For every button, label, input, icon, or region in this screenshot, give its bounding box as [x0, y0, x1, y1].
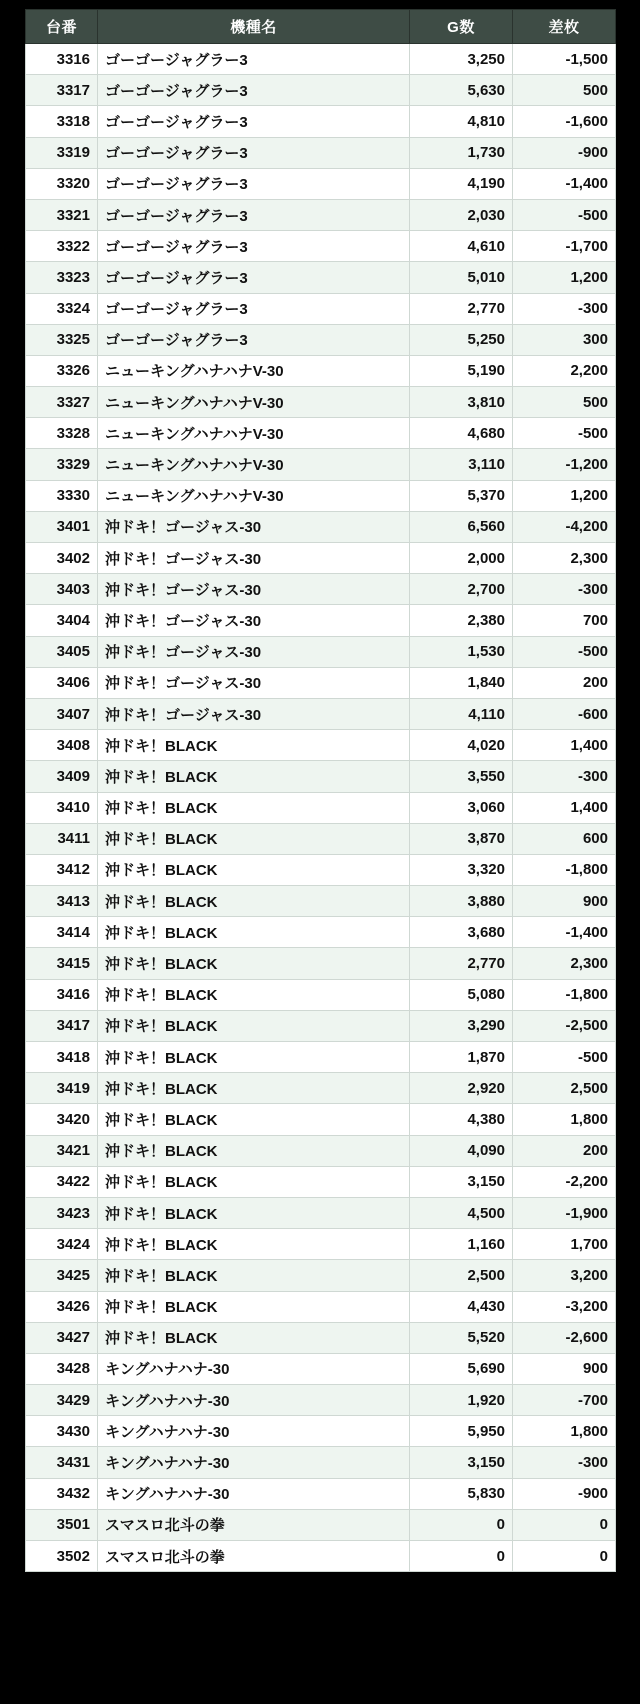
cell-machine-number: 3416 — [26, 979, 98, 1010]
cell-machine-number: 3405 — [26, 636, 98, 667]
cell-machine-number: 3320 — [26, 168, 98, 199]
cell-machine-number: 3407 — [26, 698, 98, 729]
cell-machine-number: 3502 — [26, 1541, 98, 1572]
table-row — [26, 418, 616, 449]
cell-machine-name: ゴーゴージャグラー3 — [98, 324, 410, 355]
cell-games: 4,430 — [410, 1291, 513, 1322]
cell-difference: -1,400 — [513, 917, 616, 948]
cell-games: 1,840 — [410, 667, 513, 698]
cell-games: 2,700 — [410, 574, 513, 605]
table-row — [26, 605, 616, 636]
cell-machine-number: 3430 — [26, 1416, 98, 1447]
machine-results-table — [25, 9, 616, 1572]
column-header-machine-number: 台番 — [26, 10, 98, 44]
table-row — [26, 730, 616, 761]
cell-machine-number: 3402 — [26, 543, 98, 574]
table-row — [26, 44, 616, 75]
cell-difference: 200 — [513, 667, 616, 698]
cell-difference: 2,200 — [513, 355, 616, 386]
cell-difference: -3,200 — [513, 1291, 616, 1322]
cell-machine-name: ニューキングハナハナV-30 — [98, 449, 410, 480]
table-row — [26, 137, 616, 168]
cell-machine-number: 3319 — [26, 137, 98, 168]
table-row — [26, 231, 616, 262]
cell-machine-name: 沖ドキ！BLACK — [98, 948, 410, 979]
cell-machine-number: 3329 — [26, 449, 98, 480]
cell-games: 5,190 — [410, 355, 513, 386]
cell-difference: -1,700 — [513, 231, 616, 262]
table-row — [26, 511, 616, 542]
cell-machine-number: 3418 — [26, 1042, 98, 1073]
cell-machine-number: 3410 — [26, 792, 98, 823]
cell-difference: -1,400 — [513, 168, 616, 199]
cell-games: 5,520 — [410, 1322, 513, 1353]
cell-difference: 500 — [513, 75, 616, 106]
table-row — [26, 262, 616, 293]
table-row — [26, 75, 616, 106]
cell-machine-name: 沖ドキ！ゴージャス-30 — [98, 574, 410, 605]
cell-games: 4,610 — [410, 231, 513, 262]
cell-games: 1,530 — [410, 636, 513, 667]
cell-difference: 1,800 — [513, 1416, 616, 1447]
table-header — [26, 10, 616, 44]
table-row — [26, 1010, 616, 1041]
cell-machine-name: ゴーゴージャグラー3 — [98, 262, 410, 293]
cell-machine-number: 3423 — [26, 1197, 98, 1228]
cell-games: 1,160 — [410, 1229, 513, 1260]
cell-machine-name: 沖ドキ！BLACK — [98, 979, 410, 1010]
cell-machine-number: 3431 — [26, 1447, 98, 1478]
table-row — [26, 948, 616, 979]
cell-games: 3,880 — [410, 886, 513, 917]
cell-machine-name: ゴーゴージャグラー3 — [98, 75, 410, 106]
cell-difference: -700 — [513, 1385, 616, 1416]
cell-machine-name: ニューキングハナハナV-30 — [98, 418, 410, 449]
table-row — [26, 1541, 616, 1572]
cell-machine-number: 3406 — [26, 667, 98, 698]
cell-difference: 2,300 — [513, 948, 616, 979]
cell-machine-name: 沖ドキ！BLACK — [98, 1166, 410, 1197]
cell-difference: -300 — [513, 574, 616, 605]
cell-games: 3,810 — [410, 387, 513, 418]
cell-games: 2,770 — [410, 948, 513, 979]
cell-games: 5,690 — [410, 1353, 513, 1384]
cell-difference: -500 — [513, 199, 616, 230]
table-row — [26, 1478, 616, 1509]
table-row — [26, 1260, 616, 1291]
cell-games: 3,320 — [410, 854, 513, 885]
cell-difference: 1,200 — [513, 480, 616, 511]
column-header-games: G数 — [410, 10, 513, 44]
cell-machine-number: 3421 — [26, 1135, 98, 1166]
cell-machine-name: ニューキングハナハナV-30 — [98, 480, 410, 511]
cell-machine-name: 沖ドキ！ゴージャス-30 — [98, 543, 410, 574]
cell-machine-name: 沖ドキ！BLACK — [98, 1197, 410, 1228]
cell-machine-name: 沖ドキ！BLACK — [98, 761, 410, 792]
cell-machine-name: 沖ドキ！BLACK — [98, 1322, 410, 1353]
cell-difference: 900 — [513, 886, 616, 917]
cell-difference: -1,200 — [513, 449, 616, 480]
cell-machine-name: ゴーゴージャグラー3 — [98, 199, 410, 230]
cell-machine-name: 沖ドキ！BLACK — [98, 1104, 410, 1135]
cell-games: 1,920 — [410, 1385, 513, 1416]
cell-games: 4,810 — [410, 106, 513, 137]
cell-machine-number: 3411 — [26, 823, 98, 854]
cell-games: 3,150 — [410, 1166, 513, 1197]
table-row — [26, 1291, 616, 1322]
cell-difference: 1,400 — [513, 792, 616, 823]
cell-difference: 3,200 — [513, 1260, 616, 1291]
cell-difference: 700 — [513, 605, 616, 636]
cell-difference: -1,500 — [513, 44, 616, 75]
cell-machine-name: 沖ドキ！ゴージャス-30 — [98, 605, 410, 636]
cell-difference: 900 — [513, 1353, 616, 1384]
table-row — [26, 293, 616, 324]
table-row — [26, 667, 616, 698]
cell-machine-name: 沖ドキ！BLACK — [98, 1135, 410, 1166]
cell-machine-name: ニューキングハナハナV-30 — [98, 387, 410, 418]
cell-machine-number: 3417 — [26, 1010, 98, 1041]
cell-games: 5,830 — [410, 1478, 513, 1509]
table-row — [26, 854, 616, 885]
cell-machine-number: 3322 — [26, 231, 98, 262]
cell-machine-name: ゴーゴージャグラー3 — [98, 168, 410, 199]
table-row — [26, 761, 616, 792]
cell-difference: 0 — [513, 1541, 616, 1572]
table-row — [26, 387, 616, 418]
cell-machine-name: キングハナハナ-30 — [98, 1353, 410, 1384]
table-row — [26, 1385, 616, 1416]
cell-difference: -600 — [513, 698, 616, 729]
cell-machine-name: 沖ドキ！BLACK — [98, 1260, 410, 1291]
cell-machine-number: 3408 — [26, 730, 98, 761]
cell-machine-number: 3501 — [26, 1509, 98, 1540]
cell-machine-number: 3419 — [26, 1073, 98, 1104]
cell-machine-name: ゴーゴージャグラー3 — [98, 106, 410, 137]
table-row — [26, 636, 616, 667]
cell-machine-name: 沖ドキ！BLACK — [98, 1229, 410, 1260]
cell-difference: -900 — [513, 137, 616, 168]
cell-difference: 2,500 — [513, 1073, 616, 1104]
cell-machine-number: 3404 — [26, 605, 98, 636]
table-row — [26, 449, 616, 480]
cell-difference: -1,600 — [513, 106, 616, 137]
table-row — [26, 106, 616, 137]
cell-games: 3,290 — [410, 1010, 513, 1041]
cell-machine-number: 3426 — [26, 1291, 98, 1322]
cell-machine-name: 沖ドキ！BLACK — [98, 886, 410, 917]
cell-games: 4,680 — [410, 418, 513, 449]
cell-machine-name: 沖ドキ！BLACK — [98, 917, 410, 948]
cell-games: 4,110 — [410, 698, 513, 729]
cell-machine-name: 沖ドキ！BLACK — [98, 1073, 410, 1104]
cell-machine-number: 3415 — [26, 948, 98, 979]
cell-difference: -500 — [513, 636, 616, 667]
cell-difference: -1,800 — [513, 854, 616, 885]
cell-machine-name: 沖ドキ！ゴージャス-30 — [98, 667, 410, 698]
cell-games: 3,870 — [410, 823, 513, 854]
cell-games: 6,560 — [410, 511, 513, 542]
cell-machine-number: 3325 — [26, 324, 98, 355]
cell-machine-number: 3401 — [26, 511, 98, 542]
cell-machine-name: スマスロ北斗の拳 — [98, 1541, 410, 1572]
cell-difference: 500 — [513, 387, 616, 418]
table-body — [26, 44, 616, 1572]
cell-games: 0 — [410, 1541, 513, 1572]
cell-machine-number: 3328 — [26, 418, 98, 449]
table-row — [26, 886, 616, 917]
table-row — [26, 698, 616, 729]
cell-games: 2,500 — [410, 1260, 513, 1291]
cell-difference: 1,200 — [513, 262, 616, 293]
table-row — [26, 480, 616, 511]
cell-games: 5,010 — [410, 262, 513, 293]
cell-machine-number: 3409 — [26, 761, 98, 792]
column-header-machine-name: 機種名 — [98, 10, 410, 44]
table-row — [26, 1416, 616, 1447]
cell-games: 1,870 — [410, 1042, 513, 1073]
column-header-difference: 差枚 — [513, 10, 616, 44]
cell-games: 3,150 — [410, 1447, 513, 1478]
cell-difference: 300 — [513, 324, 616, 355]
cell-difference: -2,600 — [513, 1322, 616, 1353]
cell-machine-name: 沖ドキ！ゴージャス-30 — [98, 636, 410, 667]
table-row — [26, 1135, 616, 1166]
table-row — [26, 1073, 616, 1104]
cell-games: 2,770 — [410, 293, 513, 324]
cell-machine-name: キングハナハナ-30 — [98, 1478, 410, 1509]
table-row — [26, 917, 616, 948]
table-row — [26, 1166, 616, 1197]
cell-machine-number: 3425 — [26, 1260, 98, 1291]
cell-machine-name: 沖ドキ！BLACK — [98, 823, 410, 854]
cell-games: 3,060 — [410, 792, 513, 823]
cell-difference: 1,400 — [513, 730, 616, 761]
cell-machine-number: 3422 — [26, 1166, 98, 1197]
table-row — [26, 355, 616, 386]
cell-difference: 200 — [513, 1135, 616, 1166]
cell-machine-name: 沖ドキ！BLACK — [98, 1042, 410, 1073]
cell-machine-name: 沖ドキ！BLACK — [98, 792, 410, 823]
cell-games: 5,950 — [410, 1416, 513, 1447]
cell-machine-name: 沖ドキ！BLACK — [98, 1010, 410, 1041]
table-row — [26, 979, 616, 1010]
cell-machine-number: 3432 — [26, 1478, 98, 1509]
cell-difference: -900 — [513, 1478, 616, 1509]
table-row — [26, 168, 616, 199]
cell-machine-name: 沖ドキ！BLACK — [98, 730, 410, 761]
cell-games: 5,250 — [410, 324, 513, 355]
cell-machine-number: 3424 — [26, 1229, 98, 1260]
table-row — [26, 823, 616, 854]
cell-machine-number: 3403 — [26, 574, 98, 605]
cell-games: 2,920 — [410, 1073, 513, 1104]
cell-difference: 1,800 — [513, 1104, 616, 1135]
cell-machine-name: 沖ドキ！ゴージャス-30 — [98, 511, 410, 542]
table-row — [26, 574, 616, 605]
cell-games: 4,020 — [410, 730, 513, 761]
cell-machine-name: スマスロ北斗の拳 — [98, 1509, 410, 1540]
cell-machine-number: 3428 — [26, 1353, 98, 1384]
cell-machine-name: 沖ドキ！BLACK — [98, 1291, 410, 1322]
cell-machine-name: キングハナハナ-30 — [98, 1447, 410, 1478]
cell-machine-number: 3413 — [26, 886, 98, 917]
cell-difference: -300 — [513, 761, 616, 792]
cell-difference: 600 — [513, 823, 616, 854]
cell-games: 2,000 — [410, 543, 513, 574]
cell-games: 0 — [410, 1509, 513, 1540]
cell-machine-name: ゴーゴージャグラー3 — [98, 293, 410, 324]
cell-games: 4,380 — [410, 1104, 513, 1135]
cell-machine-number: 3323 — [26, 262, 98, 293]
cell-machine-name: ゴーゴージャグラー3 — [98, 231, 410, 262]
table-row — [26, 543, 616, 574]
cell-machine-number: 3326 — [26, 355, 98, 386]
cell-machine-number: 3327 — [26, 387, 98, 418]
cell-machine-number: 3324 — [26, 293, 98, 324]
cell-machine-number: 3317 — [26, 75, 98, 106]
cell-machine-name: キングハナハナ-30 — [98, 1385, 410, 1416]
cell-machine-number: 3316 — [26, 44, 98, 75]
cell-difference: 0 — [513, 1509, 616, 1540]
cell-difference: 2,300 — [513, 543, 616, 574]
cell-games: 5,630 — [410, 75, 513, 106]
cell-games: 4,090 — [410, 1135, 513, 1166]
cell-difference: -500 — [513, 418, 616, 449]
cell-games: 4,190 — [410, 168, 513, 199]
cell-difference: -300 — [513, 1447, 616, 1478]
cell-games: 3,550 — [410, 761, 513, 792]
cell-machine-name: 沖ドキ！ゴージャス-30 — [98, 698, 410, 729]
cell-games: 2,380 — [410, 605, 513, 636]
cell-games: 3,110 — [410, 449, 513, 480]
table-row — [26, 1447, 616, 1478]
table-row — [26, 1197, 616, 1228]
cell-difference: -1,900 — [513, 1197, 616, 1228]
table-row — [26, 199, 616, 230]
cell-machine-number: 3318 — [26, 106, 98, 137]
table-header-row — [26, 10, 616, 44]
cell-machine-number: 3412 — [26, 854, 98, 885]
table-row — [26, 1509, 616, 1540]
cell-machine-number: 3330 — [26, 480, 98, 511]
table-row — [26, 792, 616, 823]
cell-difference: -4,200 — [513, 511, 616, 542]
cell-machine-name: キングハナハナ-30 — [98, 1416, 410, 1447]
cell-machine-number: 3429 — [26, 1385, 98, 1416]
cell-machine-name: ゴーゴージャグラー3 — [98, 44, 410, 75]
cell-difference: -2,500 — [513, 1010, 616, 1041]
cell-games: 2,030 — [410, 199, 513, 230]
cell-machine-name: ニューキングハナハナV-30 — [98, 355, 410, 386]
table-row — [26, 1104, 616, 1135]
cell-difference: -500 — [513, 1042, 616, 1073]
cell-machine-name: 沖ドキ！BLACK — [98, 854, 410, 885]
table-row — [26, 1322, 616, 1353]
cell-games: 5,370 — [410, 480, 513, 511]
table-row — [26, 1229, 616, 1260]
cell-machine-number: 3420 — [26, 1104, 98, 1135]
table-row — [26, 1353, 616, 1384]
cell-difference: -1,800 — [513, 979, 616, 1010]
cell-difference: 1,700 — [513, 1229, 616, 1260]
table-row — [26, 324, 616, 355]
cell-games: 5,080 — [410, 979, 513, 1010]
table-row — [26, 1042, 616, 1073]
cell-difference: -2,200 — [513, 1166, 616, 1197]
cell-machine-number: 3427 — [26, 1322, 98, 1353]
cell-machine-name: ゴーゴージャグラー3 — [98, 137, 410, 168]
cell-games: 3,250 — [410, 44, 513, 75]
cell-games: 4,500 — [410, 1197, 513, 1228]
cell-machine-number: 3414 — [26, 917, 98, 948]
cell-games: 3,680 — [410, 917, 513, 948]
cell-machine-number: 3321 — [26, 199, 98, 230]
cell-games: 1,730 — [410, 137, 513, 168]
cell-difference: -300 — [513, 293, 616, 324]
